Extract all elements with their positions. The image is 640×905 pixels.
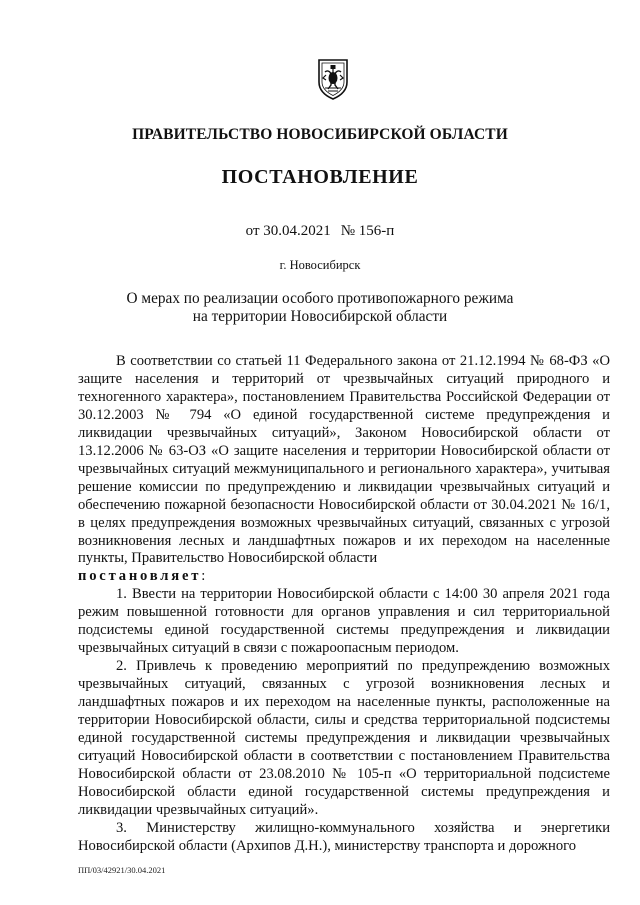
document-body: [78, 353, 610, 856]
document-number: № 156-п: [340, 223, 395, 239]
footer-document-code: ПП/03/42921/30.04.2021: [78, 865, 166, 875]
government-title: ПРАВИТЕЛЬСТВО НОВОСИБИРСКОЙ ОБЛАСТИ: [132, 126, 508, 143]
document-subject: [110, 290, 530, 325]
subject-line-1: О мерах по реализации особого противопожарного режима: [126, 290, 514, 307]
document-city: г. Новосибирск: [279, 258, 361, 272]
preamble-paragraph: [78, 353, 610, 586]
decree-colon: :: [201, 568, 206, 585]
item-2-paragraph: 2. Привлечь к проведению мероприятий по предупреждению возможных чрезвычайных ситуаций, связанных с угрозой возникновения лесных и ландшафтных пожаров и их переходом на населенные пункты, расположенные на территории Новосибирской области, силы и средства территориальной подсистемы единой государственной системы предупреждения и ликвидации чрезвычайных ситуаций Новосибирской области в соответствии с постановлением Правительства Новосибирской области от 23.08.2010 № 105-п «О территориальной подсистеме Новосибирской области единой государственной системы предупреждения и ликвидации чрезвычайных ситуаций».: [78, 658, 610, 818]
item-1-paragraph: 1. Ввести на территории Новосибирской области с 14:00 30 апреля 2021 года режим повышенной готовности для органов управления и сил территориальной подсистемы единой государственной системы предупреждения и ликвидации чрезвычайных ситуаций в связи с пожароопасным периодом.: [78, 586, 610, 657]
preamble-text: В соответствии со статьей 11 Федерального закона от 21.12.1994 № 68-ФЗ «О защите населения и территорий от чрезвычайных ситуаций природного и техногенного характера», постановлением Правительства Российской Федерации от 30.12.2003 № 794 «О единой государственной системе предупреждения и ликвидации чрезвычайных ситуаций», Законом Новосибирской области от 13.12.2006 № 63-ОЗ «О защите населения и территории Новосибирской области от чрезвычайных ситуаций межмуниципального и регионального характера», учитывая решение комиссии по предупреждению и ликвидации чрезвычайных ситуаций и обеспечению пожарной безопасности Новосибирской области от 30.04.2021 № 16/1, в целях предупреждения возможных чрезвычайных ситуаций, связанных с угрозой возникновения лесных и ландшафтных пожаров и их переходом на населенные пункты, Правительство Новосибирской области: [78, 353, 610, 567]
document-type-title: ПОСТАНОВЛЕНИЕ: [221, 166, 419, 188]
decree-word: постановляет: [78, 568, 202, 585]
document-date: от 30.04.2021: [245, 223, 331, 239]
document-date-number: [0, 223, 640, 240]
novosibirsk-coat-of-arms-icon: [316, 58, 350, 100]
subject-line-2: на территории Новосибирской области: [192, 307, 448, 325]
item-3-paragraph: 3. Министерству жилищно-коммунального хозяйства и энергетики Новосибирской области (Архипов Д.Н.), министерству транспорта и дорожного: [78, 819, 610, 854]
